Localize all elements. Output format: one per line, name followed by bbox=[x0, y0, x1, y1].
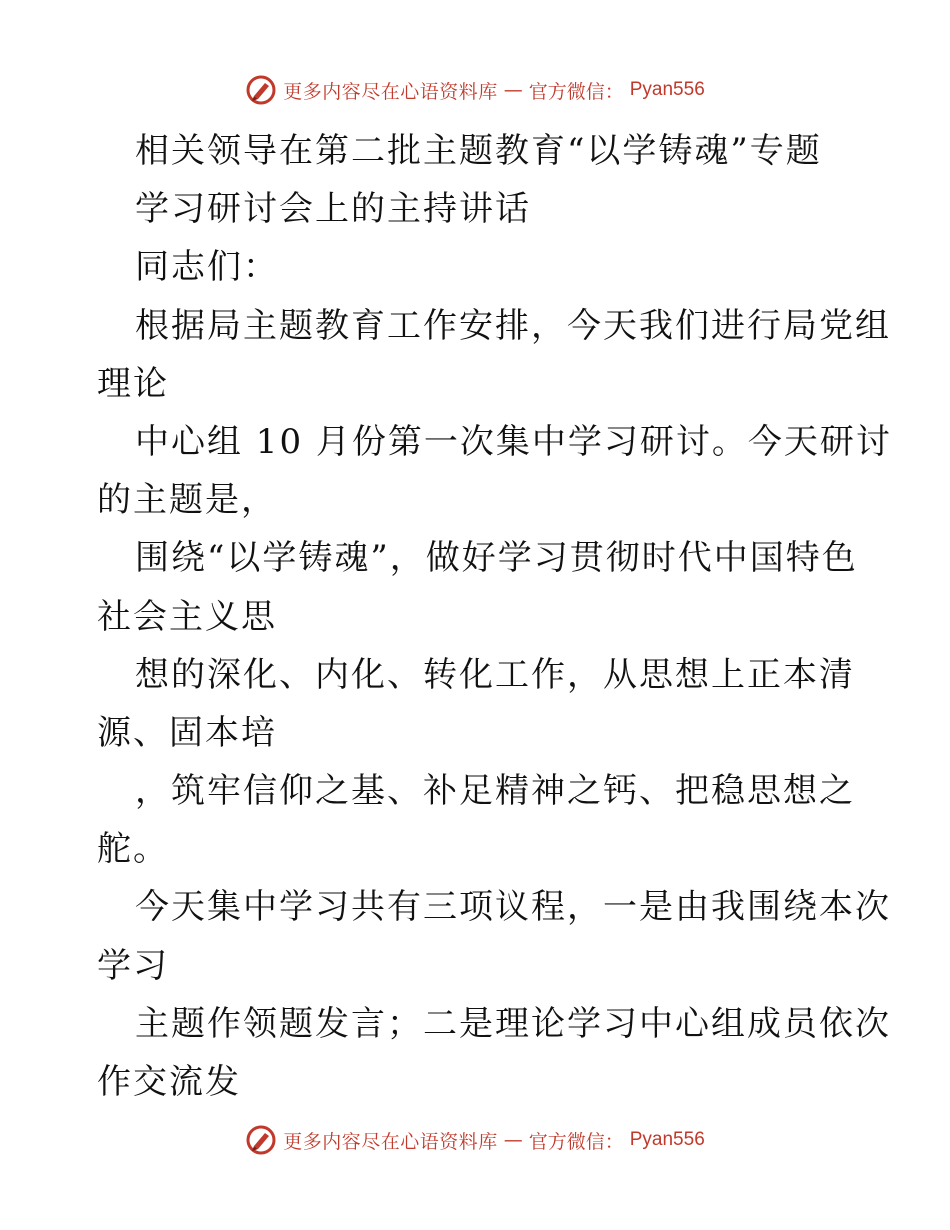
doc-line: 理论 bbox=[97, 363, 169, 404]
doc-line: 学习 bbox=[97, 945, 169, 986]
watermark-text: 更多内容尽在心语资料库 bbox=[283, 80, 498, 103]
pen-logo-icon bbox=[245, 74, 277, 106]
doc-line: 主题作领题发言；二是理论学习中心组成员依次 bbox=[135, 1003, 891, 1044]
header-watermark bbox=[0, 70, 950, 110]
doc-line: 今天集中学习共有三项议程，一是由我围绕本次 bbox=[135, 887, 891, 928]
doc-line: 作交流发 bbox=[97, 1062, 241, 1102]
doc-title-line-2: 学习研讨会上的主持讲话 bbox=[135, 189, 531, 230]
footer-watermark bbox=[0, 1120, 950, 1160]
doc-line: 源、固本培 bbox=[97, 712, 277, 753]
doc-title-line-1: 相关领导在第二批主题教育“以学铸魂”专题 bbox=[135, 131, 822, 171]
watermark-dash: — bbox=[503, 1129, 523, 1151]
doc-line: 舵。 bbox=[97, 829, 169, 870]
watermark-text: 更多内容尽在心语资料库 bbox=[283, 1130, 498, 1153]
doc-line: 中心组 10 月份第一次集中学习研讨。今天研讨 bbox=[135, 421, 892, 462]
doc-line: 根据局主题教育工作安排，今天我们进行局党组 bbox=[135, 305, 891, 346]
doc-salutation: 同志们： bbox=[135, 247, 279, 288]
pen-logo-icon bbox=[245, 1124, 277, 1156]
watermark-wechat-id: Pyan556 bbox=[629, 1129, 705, 1150]
doc-line: ，筑牢信仰之基、补足精神之钙、把稳思想之 bbox=[135, 771, 855, 812]
watermark-dash: — bbox=[503, 79, 523, 101]
watermark-wechat-label: 官方微信： bbox=[528, 80, 624, 103]
watermark-wechat-label: 官方微信： bbox=[528, 1130, 624, 1153]
watermark-wechat-id: Pyan556 bbox=[629, 79, 705, 100]
document-body bbox=[97, 122, 892, 1111]
doc-line: 围绕“以学铸魂”，做好学习贯彻时代中国特色 bbox=[135, 538, 858, 579]
doc-line: 社会主义思 bbox=[97, 596, 277, 637]
doc-line: 的主题是， bbox=[97, 480, 277, 521]
doc-line: 想的深化、内化、转化工作，从思想上正本清 bbox=[135, 654, 855, 695]
